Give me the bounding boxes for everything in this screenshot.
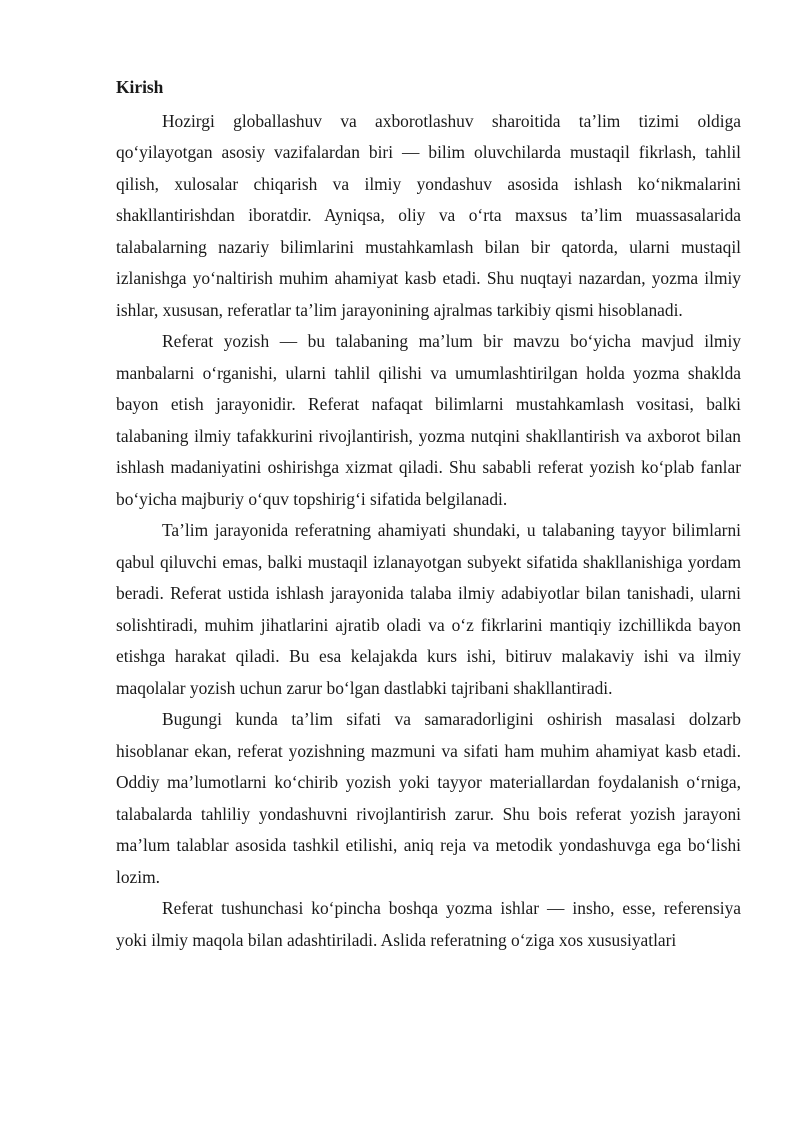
paragraph-4: Bugungi kunda ta’lim sifati va samaradorligini oshirish masalasi dolzarb hisoblanar ekan, referat yozishning mazmuni va sifati ham muhim ahamiyat kasb etadi. Oddiy ma’lumotlarni ko‘chirib yozish yoki tayyor materiallardan foydalanish o‘rniga, talabalarda tahliliy yondashuvni rivojlantirish zarur. Shu bois referat yozish jarayoni ma’lum talablar asosida tashkil etilishi, aniq reja va metodik yondashuvga ega bo‘lishi lozim. (116, 709, 741, 887)
paragraph-3: Ta’lim jarayonida referatning ahamiyati shundaki, u talabaning tayyor bilimlarni qabul qiluvchi emas, balki mustaqil izlanayotgan subyekt sifatida shakllanishiga yordam beradi. Referat ustida ishlash jarayonida talaba ilmiy adabiyotlar bilan tanishadi, ularni solishtiradi, muhim jihatlarini ajratib oladi va o‘z fikrlarini mantiqiy izchillikda bayon etishga harakat qiladi. Bu esa kelajakda kurs ishi, bitiruv malakaviy ishi va ilmiy maqolalar yozish uchun zarur bo‘lgan dastlabki tajribani shakllantiradi. (116, 520, 741, 698)
paragraph-1: Hozirgi globallashuv va axborotlashuv sharoitida ta’lim tizimi oldiga qo‘yilayotgan asosiy vazifalardan biri — bilim oluvchilarda mustaqil fikrlash, tahlil qilish, xulosalar chiqarish va ilmiy yondashuv asosida ishlash ko‘nikmalarini shakllantirishdan iboratdir. Ayniqsa, oliy va o‘rta maxsus ta’lim muassasalarida talabalarning nazariy bilimlarini mustahkamlash bilan bir qatorda, ularni mustaqil izlanishga yo‘naltirish muhim ahamiyat kasb etadi. Shu nuqtayi nazardan, yozma ilmiy ishlar, xususan, referatlar ta’lim jarayonining ajralmas tarkibiy qismi hisoblanadi. (116, 110, 741, 320)
paragraph-5: Referat tushunchasi ko‘pincha boshqa yozma ishlar — insho, esse, referensiya yoki ilmiy maqola bilan adashtiriladi. Aslida referatning o‘ziga xos xususiyatlari (116, 898, 741, 950)
section-heading: Kirish (116, 77, 164, 97)
paragraph-2: Referat yozish — bu talabaning ma’lum bir mavzu bo‘yicha mavjud ilmiy manbalarni o‘rganishi, ularni tahlil qilishi va umumlashtirilgan holda yozma shaklda bayon etish jarayonidir. Referat nafaqat bilimlarni mustahkamlash vositasi, balki talabaning ilmiy tafakkurini rivojlantirish, yozma nutqini shakllantirish va axborot bilan ishlash madaniyatini oshirishga xizmat qiladi. Shu sababli referat yozish ko‘plab fanlar bo‘yicha majburiy o‘quv topshirig‘i sifatida belgilanadi. (116, 331, 741, 509)
document-body (116, 72, 741, 956)
